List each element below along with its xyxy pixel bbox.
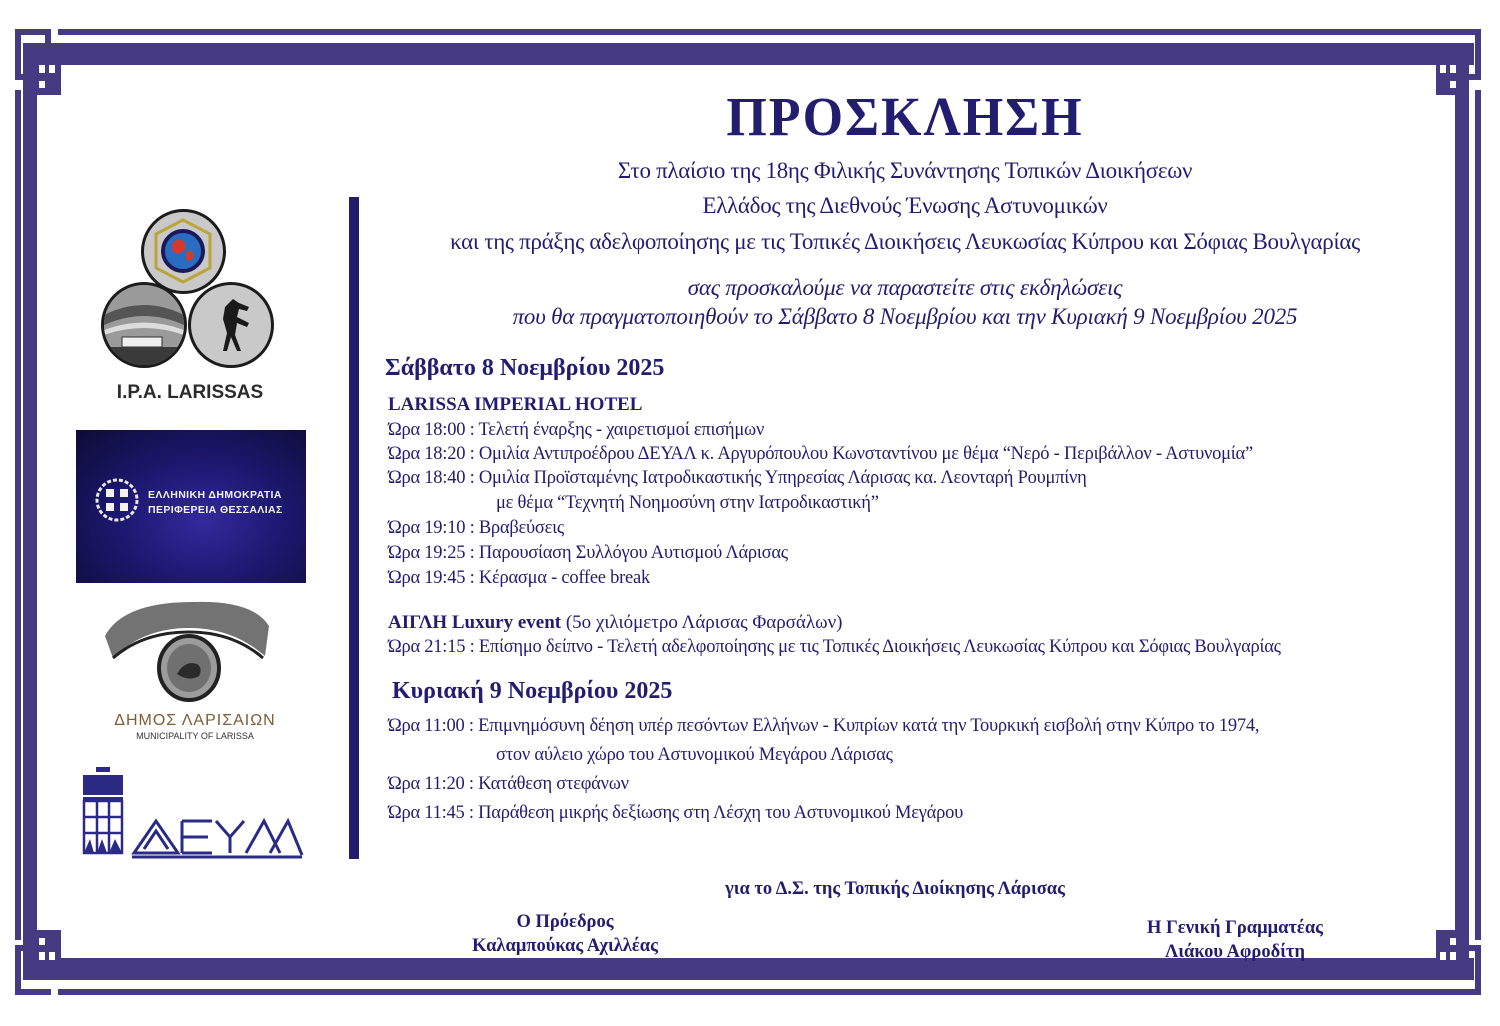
venue-imperial-hotel: LARISSA IMPERIAL HOTEL	[388, 394, 643, 415]
schedule-text: Τελετή έναρξης - χαιρετισμοί επισήμων	[478, 420, 765, 440]
ipa-logo-label: I.P.A. LARISSAS	[116, 382, 264, 403]
corner-bl	[15, 945, 39, 951]
schedule-item	[388, 420, 764, 441]
invite-line-1: σας προσκαλούμε να παραστείτε στις εκδηλώσεις	[687, 275, 1123, 300]
frame-outer-right	[1475, 90, 1481, 940]
ancient-coin-theater-icon	[103, 596, 273, 711]
corner-tl	[15, 29, 21, 79]
schedule-text: Ομιλία Προϊσταμένης Ιατροδικαστικής Υπηρεσίας Λάρισας κα. Λεονταρή Ρουμπίνη	[478, 468, 1087, 488]
schedule-item	[388, 716, 1259, 737]
greek-coat-of-arms-icon	[94, 477, 140, 523]
schedule-time: Ώρα 11:45 :	[388, 803, 474, 823]
globe-icon	[144, 212, 223, 291]
schedule-time: Ώρα 19:45 :	[388, 568, 475, 588]
schedule-time: Ώρα 11:00 :	[388, 716, 474, 736]
frame-outer-bottom	[58, 989, 1453, 995]
schedule-item-continuation: στον αύλειο χώρο του Αστυνομικού Μεγάρου Λάρισας	[496, 745, 893, 765]
schedule-time: Ώρα 19:25 :	[388, 543, 475, 563]
schedule-text: Παράθεση μικρής δεξίωσης στη Λέσχη του Αστυνομικού Μεγάρου	[478, 803, 964, 823]
schedule-text: Παρουσίαση Συλλόγου Αυτισμού Λάρισας	[478, 543, 788, 563]
accent-divider	[349, 197, 359, 859]
sunday-heading: Κυριακή 9 Νοεμβρίου 2025	[392, 678, 673, 704]
secretary-name: Λιάκου Αφροδίτη	[1165, 942, 1305, 962]
schedule-text: Κατάθεση στεφάνων	[478, 774, 629, 794]
schedule-item	[388, 468, 1087, 489]
region-line-1: ΕΛΛΗΝΙΚΗ ΔΗΜΟΚΡΑΤΙΑ	[148, 489, 282, 501]
schedule-time: Ώρα 11:20 :	[388, 774, 474, 794]
schedule-time: Ώρα 18:20 :	[388, 444, 475, 464]
schedule-text: Ομιλία Αντιπροέδρου ΔΕΥΑΛ κ. Αργυρόπουλου Κωνσταντίνου με θέμα “Νερό - Περιβάλλον - Αστυνομία”	[478, 444, 1253, 464]
schedule-time: Ώρα 19:10 :	[388, 518, 475, 538]
schedule-time: Ώρα 21:15 :	[388, 637, 475, 657]
page-title: ΠΡΟΣΚΛΗΣΗ	[726, 87, 1084, 148]
region-thessaly-logo	[76, 430, 306, 583]
frame-outer-top	[58, 29, 1453, 35]
venue-aigli-location: (5ο χιλιόμετρο Λάρισας Φαρσάλων)	[561, 612, 843, 633]
corner-bl	[15, 945, 21, 995]
horse-emblem-icon	[188, 282, 274, 368]
ipa-emblem-icon	[141, 209, 226, 294]
schedule-text: Βραβεύσεις	[478, 518, 564, 538]
frame-inner-right	[1455, 43, 1469, 980]
schedule-item	[388, 803, 963, 824]
saturday-heading: Σάββατο 8 Νοεμβρίου 2025	[385, 355, 665, 381]
president-name: Καλαμπούκας Αχιλλέας	[472, 936, 658, 956]
schedule-text: Κέρασμα - coffee break	[478, 568, 650, 588]
schedule-time: Ώρα 18:00 :	[388, 420, 475, 440]
venue-aigli	[388, 612, 843, 634]
region-line-2: ΠΕΡΙΦΕΡΕΙΑ ΘΕΣΣΑΛΙΑΣ	[148, 504, 283, 516]
on-behalf-line: για το Δ.Σ. της Τοπικής Διοίκησης Λάρισας	[725, 879, 1065, 899]
deyal-wordmark-icon	[130, 815, 305, 860]
frame-outer-left	[15, 90, 21, 940]
municipality-name-english: MUNICIPALITY OF LARISSA	[136, 731, 254, 741]
schedule-item	[388, 444, 1253, 465]
invite-line-2: που θα πραγματοποιηθούν το Σάββατο 8 Νοεμβρίου και την Κυριακή 9 Νοεμβρίου 2025	[512, 304, 1298, 329]
corner-br	[1475, 945, 1481, 995]
municipality-name-greek: ΔΗΜΟΣ ΛΑΡΙΣΑΙΩΝ	[114, 712, 276, 729]
schedule-time: Ώρα 18:40 :	[388, 468, 475, 488]
frame-inner-left	[23, 43, 37, 980]
frame-inner-top	[23, 43, 1474, 65]
venue-aigli-name: ΑΙΓΛΗ Luxury event	[388, 612, 562, 633]
ancient-theater-photo-icon	[101, 282, 187, 368]
intro-line-3: και της πράξης αδελφοποίησης με τις Τοπικές Διοικήσεις Λευκωσίας Κύπρου και Σόφιας Βουλγαρίας	[450, 229, 1360, 254]
schedule-item	[388, 518, 564, 539]
intro-line-2: Ελλάδος της Διεθνούς Ένωσης Αστυνομικών	[702, 193, 1108, 218]
secretary-title: Η Γενική Γραμματέας	[1147, 918, 1323, 938]
schedule-text: Επίσημο δείπνο - Τελετή αδελφοποίησης με τις Τοπικές Διοικήσεις Λευκωσίας Κύπρου και Σόφιας Βουλγαρίας	[478, 637, 1281, 657]
corner-tr	[1475, 29, 1481, 79]
president-title: Ο Πρόεδρος	[516, 912, 614, 932]
schedule-item	[388, 637, 1281, 658]
schedule-text: Επιμνημόσυνη δέηση υπέρ πεσόντων Ελλήνων - Κυπρίων κατά την Τουρκική εισβολή στην Κύπρο το 1974,	[478, 716, 1260, 736]
schedule-item	[388, 774, 629, 795]
intro-line-1: Στο πλαίσιο της 18ης Φιλικής Συνάντησης Τοπικών Διοικήσεων	[617, 158, 1193, 183]
schedule-item	[388, 568, 650, 589]
corner-tl	[15, 74, 39, 80]
schedule-item-continuation: με θέμα “Τεχνητή Νοημοσύνη στην Ιατροδικαστική”	[496, 493, 879, 513]
schedule-item	[388, 543, 788, 564]
